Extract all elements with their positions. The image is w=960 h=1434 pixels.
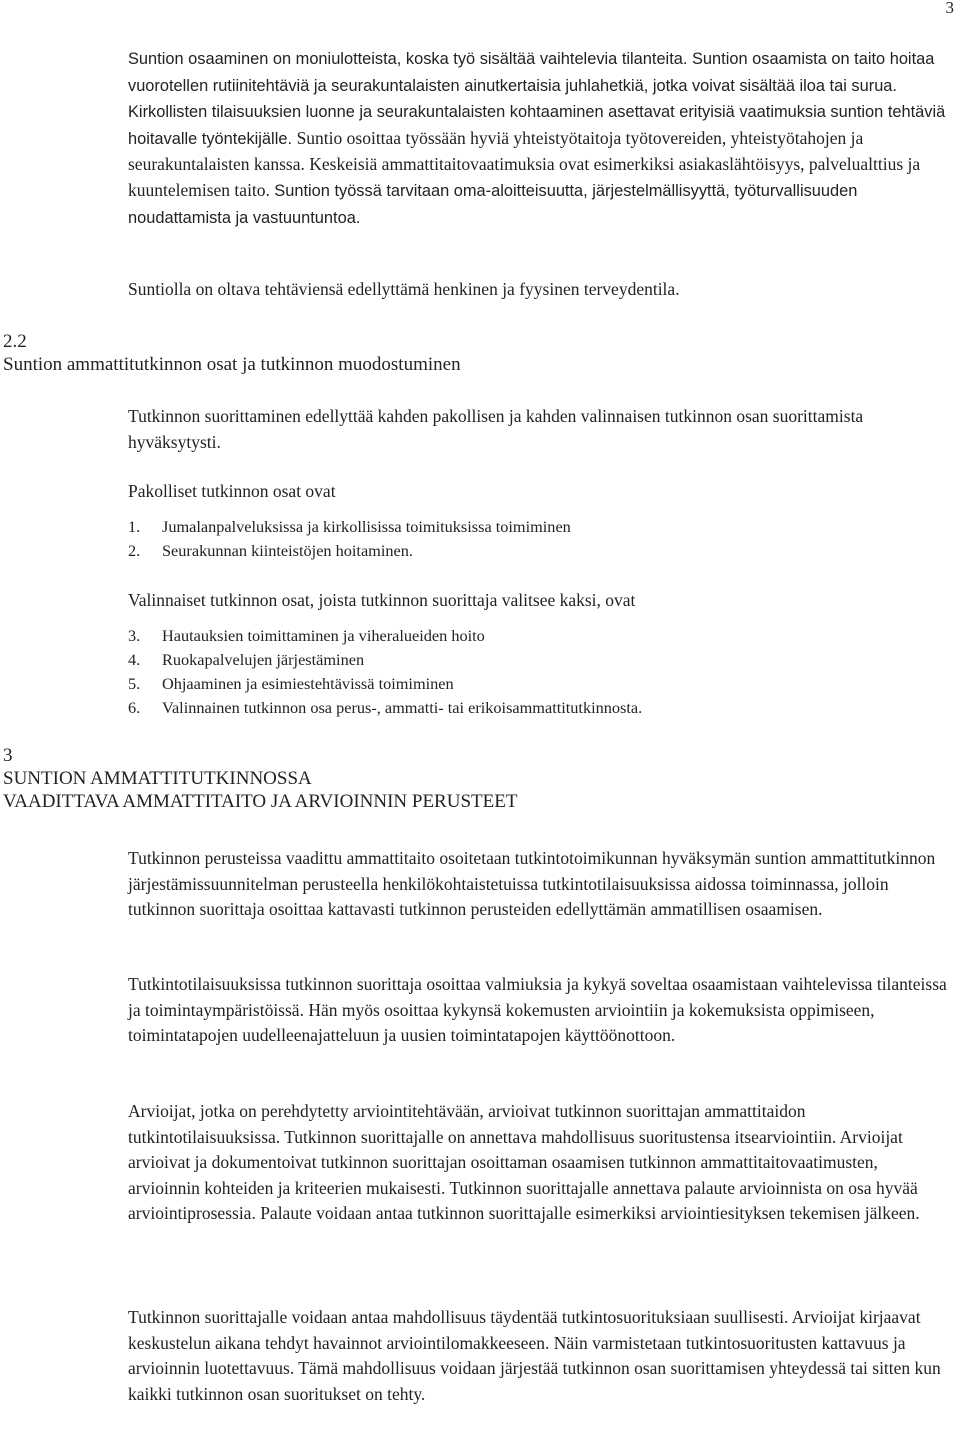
- paragraph-block: [128, 846, 953, 923]
- mandatory-list: [128, 515, 953, 563]
- section-heading: [3, 330, 903, 376]
- page-number: 3: [945, 0, 954, 17]
- chapter-number: 3: [3, 745, 13, 766]
- list-item-text: Seurakunnan kiinteistöjen hoitaminen.: [162, 540, 413, 560]
- list-item-text: Jumalanpalveluksissa ja kirkollisissa toimituksissa toimiminen: [162, 516, 571, 536]
- intro-sentence: Suntion osaaminen on moniulotteista, koska työ sisältää vaihtelevia tilanteita.: [128, 50, 692, 68]
- list-item-text: Hautauksien toimittaminen ja viheralueiden hoito: [162, 625, 485, 645]
- section-number: 2.2: [3, 331, 27, 352]
- list-item: [128, 539, 953, 563]
- paragraph: Tutkinnon suorittajalle voidaan antaa mahdollisuus täydentää tutkintosuorituksiaan suullisesti. Arvioijat kirjaavat keskustelun aikana tehdyt havainnot arviointilomakkeeseen. Näin varmistetaan tutkintosuoritusten kattavuus ja arvioinnin luotettavuus. Tämä mahdollisuus voidaan järjestää tutkinnon osan suorittamisen yhteydessä tai sitten kun kaikki tutkinnon osan suoritukset on tehty.: [128, 1307, 941, 1404]
- intro-sentence: Suntion osaamista on taito hoitaa vuorotellen rutiinitehtäviä ja seurakuntalaisten ainutkertaisia juhlahetkiä, jotka voivat sisältää iloa tai surua. Kirkollisten tilaisuuksien luonne ja seurakuntalaisten kohtaaminen asettavat erityisiä vaatimuksia suntion tehtäviä hoitavalle työntekijälle.: [128, 50, 946, 148]
- chapter-title-line: VAADITTAVA AMMATTITAITO JA ARVIOINNIN PERUSTEET: [3, 791, 518, 812]
- section-body: [128, 404, 953, 455]
- chapter-heading: [3, 744, 903, 813]
- paragraph: Arvioijat, jotka on perehdytetty arviointitehtävään, arvioivat tutkinnon suorittajan ammattitaidon tutkintotilaisuuksissa. Tutkinnon suorittajalle on annettava mahdollisuus suoritustensa itsearviointiin. Arvioijat arvioivat ja dokumentoivat tutkinnon suorittajan osoittaman osaamisen tutkinnon ammattitaitovaatimusten, arvioinnin kohteiden ja kriteerien mukaisesti. Tutkinnon suorittajalle annettava palaute arvioinnista on osa hyvää arviointiprosessia. Palaute voidaan antaa tutkinnon suorittajalle esimerkiksi arviointiesityksen tekemisen jälkeen.: [128, 1101, 920, 1224]
- paragraph-block: [128, 1305, 953, 1407]
- list-heading: Pakolliset tutkinnon osat ovat: [128, 481, 336, 501]
- list-item-number: 4.: [128, 649, 141, 669]
- intro-section: [128, 46, 953, 231]
- list-item-text: Valinnainen tutkinnon osa perus-, ammatti- tai erikoisammattitutkinnosta.: [162, 697, 643, 717]
- health-paragraph: Suntiolla on oltava tehtäviensä edellyttämä henkinen ja fyysinen terveydentila.: [128, 279, 680, 299]
- list-item-number: 6.: [128, 697, 141, 717]
- list-item: [128, 696, 953, 720]
- paragraph: Tutkinnon perusteissa vaadittu ammattitaito osoitetaan tutkintotoimikunnan hyväksymän suntion ammattitutkinnon järjestämissuunnitelman perusteella henkilökohtaistetuissa tutkintotilaisuuksissa aidossa toiminnassa, jolloin tutkinnon suorittaja osoittaa kattavasti tutkinnon perusteiden edellyttämän ammatillisen osaamisen.: [128, 848, 936, 920]
- intro-sentence: Suntio osoittaa työssään hyviä yhteistyötaitoja työtovereiden, yhteistyötahojen ja seurakuntalaisten kanssa.: [128, 127, 864, 175]
- intro-sentence: Keskeisiä ammattitaitovaatimuksia ovat esimerkiksi asiakaslähtöisyys, palvelualttius ja kuuntelemisen taito.: [128, 154, 921, 200]
- mandatory-block: [128, 479, 953, 563]
- list-item-text: Ohjaaminen ja esimiestehtävissä toimiminen: [162, 673, 454, 693]
- list-item-text: Ruokapalvelujen järjestäminen: [162, 649, 365, 669]
- optional-block: [128, 588, 953, 720]
- paragraph: Tutkinnon suorittaminen edellyttää kahden pakollisen ja kahden valinnaisen tutkinnon osan suorittamista hyväksytysti.: [128, 406, 864, 452]
- list-item-number: 1.: [128, 516, 141, 536]
- list-item: [128, 515, 953, 539]
- optional-list: [128, 624, 953, 720]
- paragraph: Tutkintotilaisuuksissa tutkinnon suorittaja osoittaa valmiuksia ja kykyä soveltaa osaamistaan vaihtelevissa tilanteissa ja toimintaympäristöissä. Hän myös osoittaa kykynsä kokemusten arviointiin ja kokemuksista oppimiseen, toimintatapojen uudelleenajatteluun ja uusien toimintatapojen käyttöönottoon.: [128, 974, 947, 1046]
- list-item: [128, 624, 953, 648]
- list-item: [128, 648, 953, 672]
- paragraph-block: [128, 972, 953, 1049]
- paragraph-block: [128, 1099, 953, 1227]
- section-title: Suntion ammattitutkinnon osat ja tutkinnon muodostuminen: [3, 354, 461, 375]
- list-item-number: 2.: [128, 540, 141, 560]
- intro-paragraph: [128, 46, 953, 231]
- health-section: [128, 277, 953, 303]
- list-item-number: 3.: [128, 625, 141, 645]
- chapter-title-line: SUNTION AMMATTITUTKINNOSSA: [3, 768, 312, 789]
- list-item-number: 5.: [128, 673, 141, 693]
- intro-sentence: Suntion työssä tarvitaan oma-aloitteisuutta, järjestelmällisyyttä, työturvallisuuden noudattamista ja vastuuntuntoa.: [128, 181, 858, 227]
- list-heading: Valinnaiset tutkinnon osat, joista tutkinnon suorittaja valitsee kaksi, ovat: [128, 590, 636, 610]
- list-item: [128, 672, 953, 696]
